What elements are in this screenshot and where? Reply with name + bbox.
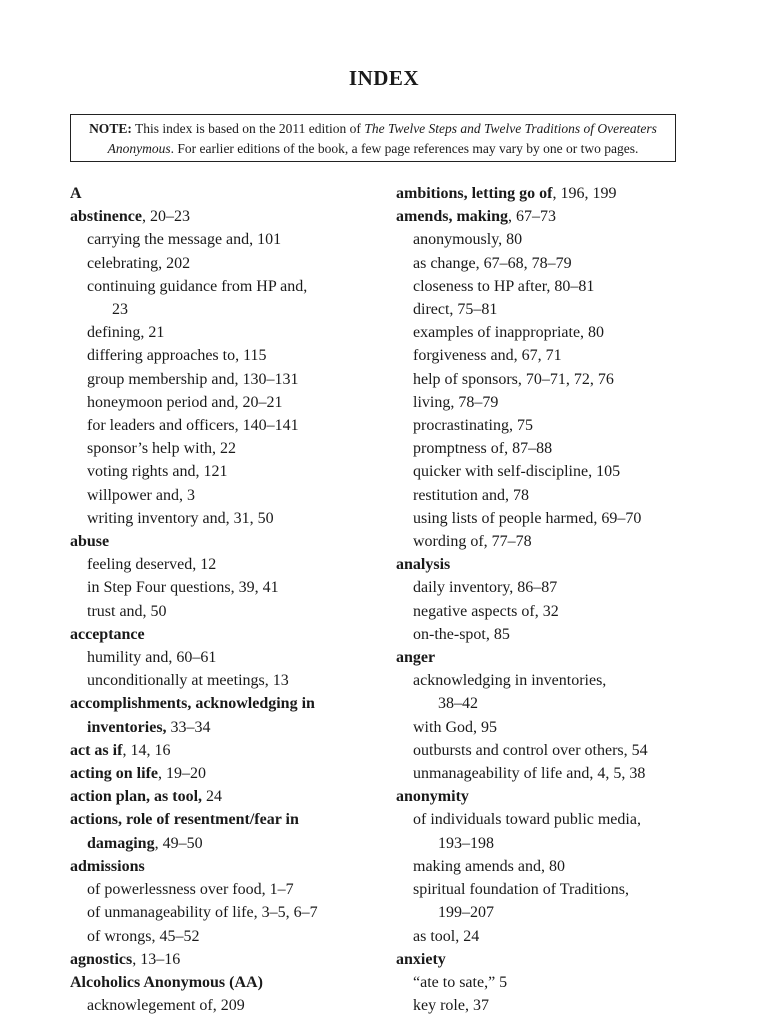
note-label: NOTE:	[89, 121, 132, 136]
index-pages: , 67–73	[508, 208, 557, 226]
index-subentry: sponsor’s help with, 22	[87, 440, 237, 458]
index-main-entry	[396, 205, 726, 228]
index-subentry: key role, 37	[413, 997, 489, 1015]
index-main-entry	[396, 553, 726, 576]
index-subentry: of powerlessness over food, 1–7	[87, 881, 294, 899]
index-term: abuse	[70, 533, 110, 551]
index-subentry: promptness of, 87–88	[413, 440, 553, 458]
index-main-entry	[396, 182, 726, 205]
index-term: act as if	[70, 741, 123, 759]
index-pages: , 20–23	[142, 208, 190, 226]
index-subentry: closeness to HP after, 80–81	[413, 277, 595, 295]
index-subentry: as tool, 24	[413, 927, 480, 945]
index-term: acting on life	[70, 765, 158, 783]
index-subentry: humility and, 60–61	[87, 649, 217, 667]
index-subentry: making amends and, 80	[413, 857, 565, 875]
index-continuation: 199–207	[438, 904, 494, 922]
index-subentry: group membership and, 130–131	[87, 370, 299, 388]
index-main-entry	[396, 948, 726, 971]
index-subentry: wording of, 77–78	[413, 533, 532, 551]
index-main-entry	[396, 785, 726, 808]
index-pages: , 14, 16	[122, 741, 171, 759]
index-term: Alcoholics Anonymous (AA)	[70, 973, 263, 991]
page-title: INDEX	[348, 66, 420, 90]
index-term: anxiety	[396, 950, 446, 968]
index-term: anger	[396, 649, 436, 667]
index-subentry: forgiveness and, 67, 71	[413, 347, 562, 365]
index-subentry: on-the-spot, 85	[413, 625, 510, 643]
index-subentry: daily inventory, 86–87	[413, 579, 558, 597]
index-pages: , 49–50	[154, 834, 203, 852]
index-subentry: using lists of people harmed, 69–70	[413, 509, 642, 527]
index-letter: A	[70, 185, 82, 202]
index-subentry: honeymoon period and, 20–21	[87, 393, 283, 411]
index-pages: 24	[202, 788, 223, 806]
index-subentry: unconditionally at meetings, 13	[87, 672, 289, 690]
index-subentry: continuing guidance from HP and,	[87, 277, 308, 295]
index-subentry: of unmanageability of life, 3–5, 6–7	[87, 904, 318, 922]
index-continuation: 38–42	[438, 695, 478, 713]
index-main-entry	[70, 785, 380, 808]
index-subentry: anonymously, 80	[413, 231, 523, 249]
index-subentry: feeling deserved, 12	[87, 556, 217, 574]
index-subentry: negative aspects of, 32	[413, 602, 559, 620]
index-main-entry	[70, 762, 380, 785]
index-subentry: of individuals toward public media,	[413, 811, 641, 829]
note-book-title: The Twelve Steps and Twelve Traditions of Overeaters Anonymous	[107, 121, 657, 156]
index-subentry: direct, 75–81	[413, 301, 498, 319]
note-text-before: This index is based on the 2011 edition of	[131, 121, 365, 136]
index-pages: , 13–16	[132, 950, 181, 968]
index-main-entry	[70, 808, 380, 831]
index-main-entry	[70, 948, 380, 971]
index-term: anonymity	[396, 788, 469, 806]
index-subentry: celebrating, 202	[87, 254, 191, 272]
index-subentry: acknowlegement of, 209	[87, 997, 245, 1015]
index-continuation: 193–198	[438, 834, 494, 852]
index-subentry: defining, 21	[87, 324, 165, 342]
index-main-entry	[70, 530, 380, 553]
index-term: analysis	[396, 556, 451, 574]
index-main-entry	[70, 739, 380, 762]
index-main-entry	[70, 855, 380, 878]
index-subentry: quicker with self-discipline, 105	[413, 463, 621, 481]
index-term: accomplishments, acknowledging in	[70, 695, 315, 713]
index-main-entry	[70, 832, 380, 855]
index-subentry: living, 78–79	[413, 393, 499, 411]
index-term: amends, making	[396, 208, 509, 226]
index-continuation: 23	[112, 301, 128, 319]
index-subentry: unmanageability of life and, 4, 5, 38	[413, 765, 646, 783]
index-subentry: carrying the message and, 101	[87, 231, 282, 249]
index-subentry: examples of inappropriate, 80	[413, 324, 605, 342]
index-main-entry	[70, 623, 380, 646]
index-subentry: help of sponsors, 70–71, 72, 76	[413, 370, 614, 388]
index-subentry: procrastinating, 75	[413, 417, 533, 435]
index-subentry: writing inventory and, 31, 50	[87, 509, 274, 527]
index-pages: 33–34	[166, 718, 211, 736]
index-term: damaging	[87, 834, 155, 852]
index-subentry: differing approaches to, 115	[87, 347, 267, 365]
index-subentry: spiritual foundation of Traditions,	[413, 881, 629, 899]
index-main-entry	[70, 971, 380, 994]
index-term: inventories,	[87, 718, 167, 736]
index-main-entry	[396, 646, 726, 669]
index-term: action plan, as tool,	[70, 788, 203, 806]
index-subentry: with God, 95	[413, 718, 497, 736]
index-term: ambitions, letting go of	[396, 185, 553, 202]
index-term: abstinence	[70, 208, 142, 226]
index-subentry: restitution and, 78	[413, 486, 529, 504]
index-letter-heading	[70, 182, 380, 205]
index-subentry: acknowledging in inventories,	[413, 672, 607, 690]
index-main-entry	[70, 692, 380, 715]
index-column-right	[396, 182, 726, 1017]
index-subentry: of wrongs, 45–52	[87, 927, 200, 945]
index-subentry: trust and, 50	[87, 602, 167, 620]
index-subentry: in Step Four questions, 39, 41	[87, 579, 279, 597]
index-pages: , 19–20	[158, 765, 206, 783]
index-subentry: outbursts and control over others, 54	[413, 741, 648, 759]
index-main-entry	[70, 716, 380, 739]
index-subentry: for leaders and officers, 140–141	[87, 417, 299, 435]
index-subentry: as change, 67–68, 78–79	[413, 254, 572, 272]
index-column-left	[70, 182, 380, 1017]
index-term: admissions	[70, 857, 145, 875]
index-subentry: voting rights and, 121	[87, 463, 228, 481]
edition-note-box	[70, 114, 676, 162]
index-subentry: “ate to sate,” 5	[413, 973, 508, 991]
note-text-after: . For earlier editions of the book, a few page references may vary by one or two pages.	[170, 141, 639, 156]
index-term: actions, role of resentment/fear in	[70, 811, 299, 829]
index-pages: , 196, 199	[552, 185, 617, 202]
index-subentry: willpower and, 3	[87, 486, 195, 504]
index-term: agnostics	[70, 950, 133, 968]
index-main-entry	[70, 205, 380, 228]
index-term: acceptance	[70, 625, 145, 643]
